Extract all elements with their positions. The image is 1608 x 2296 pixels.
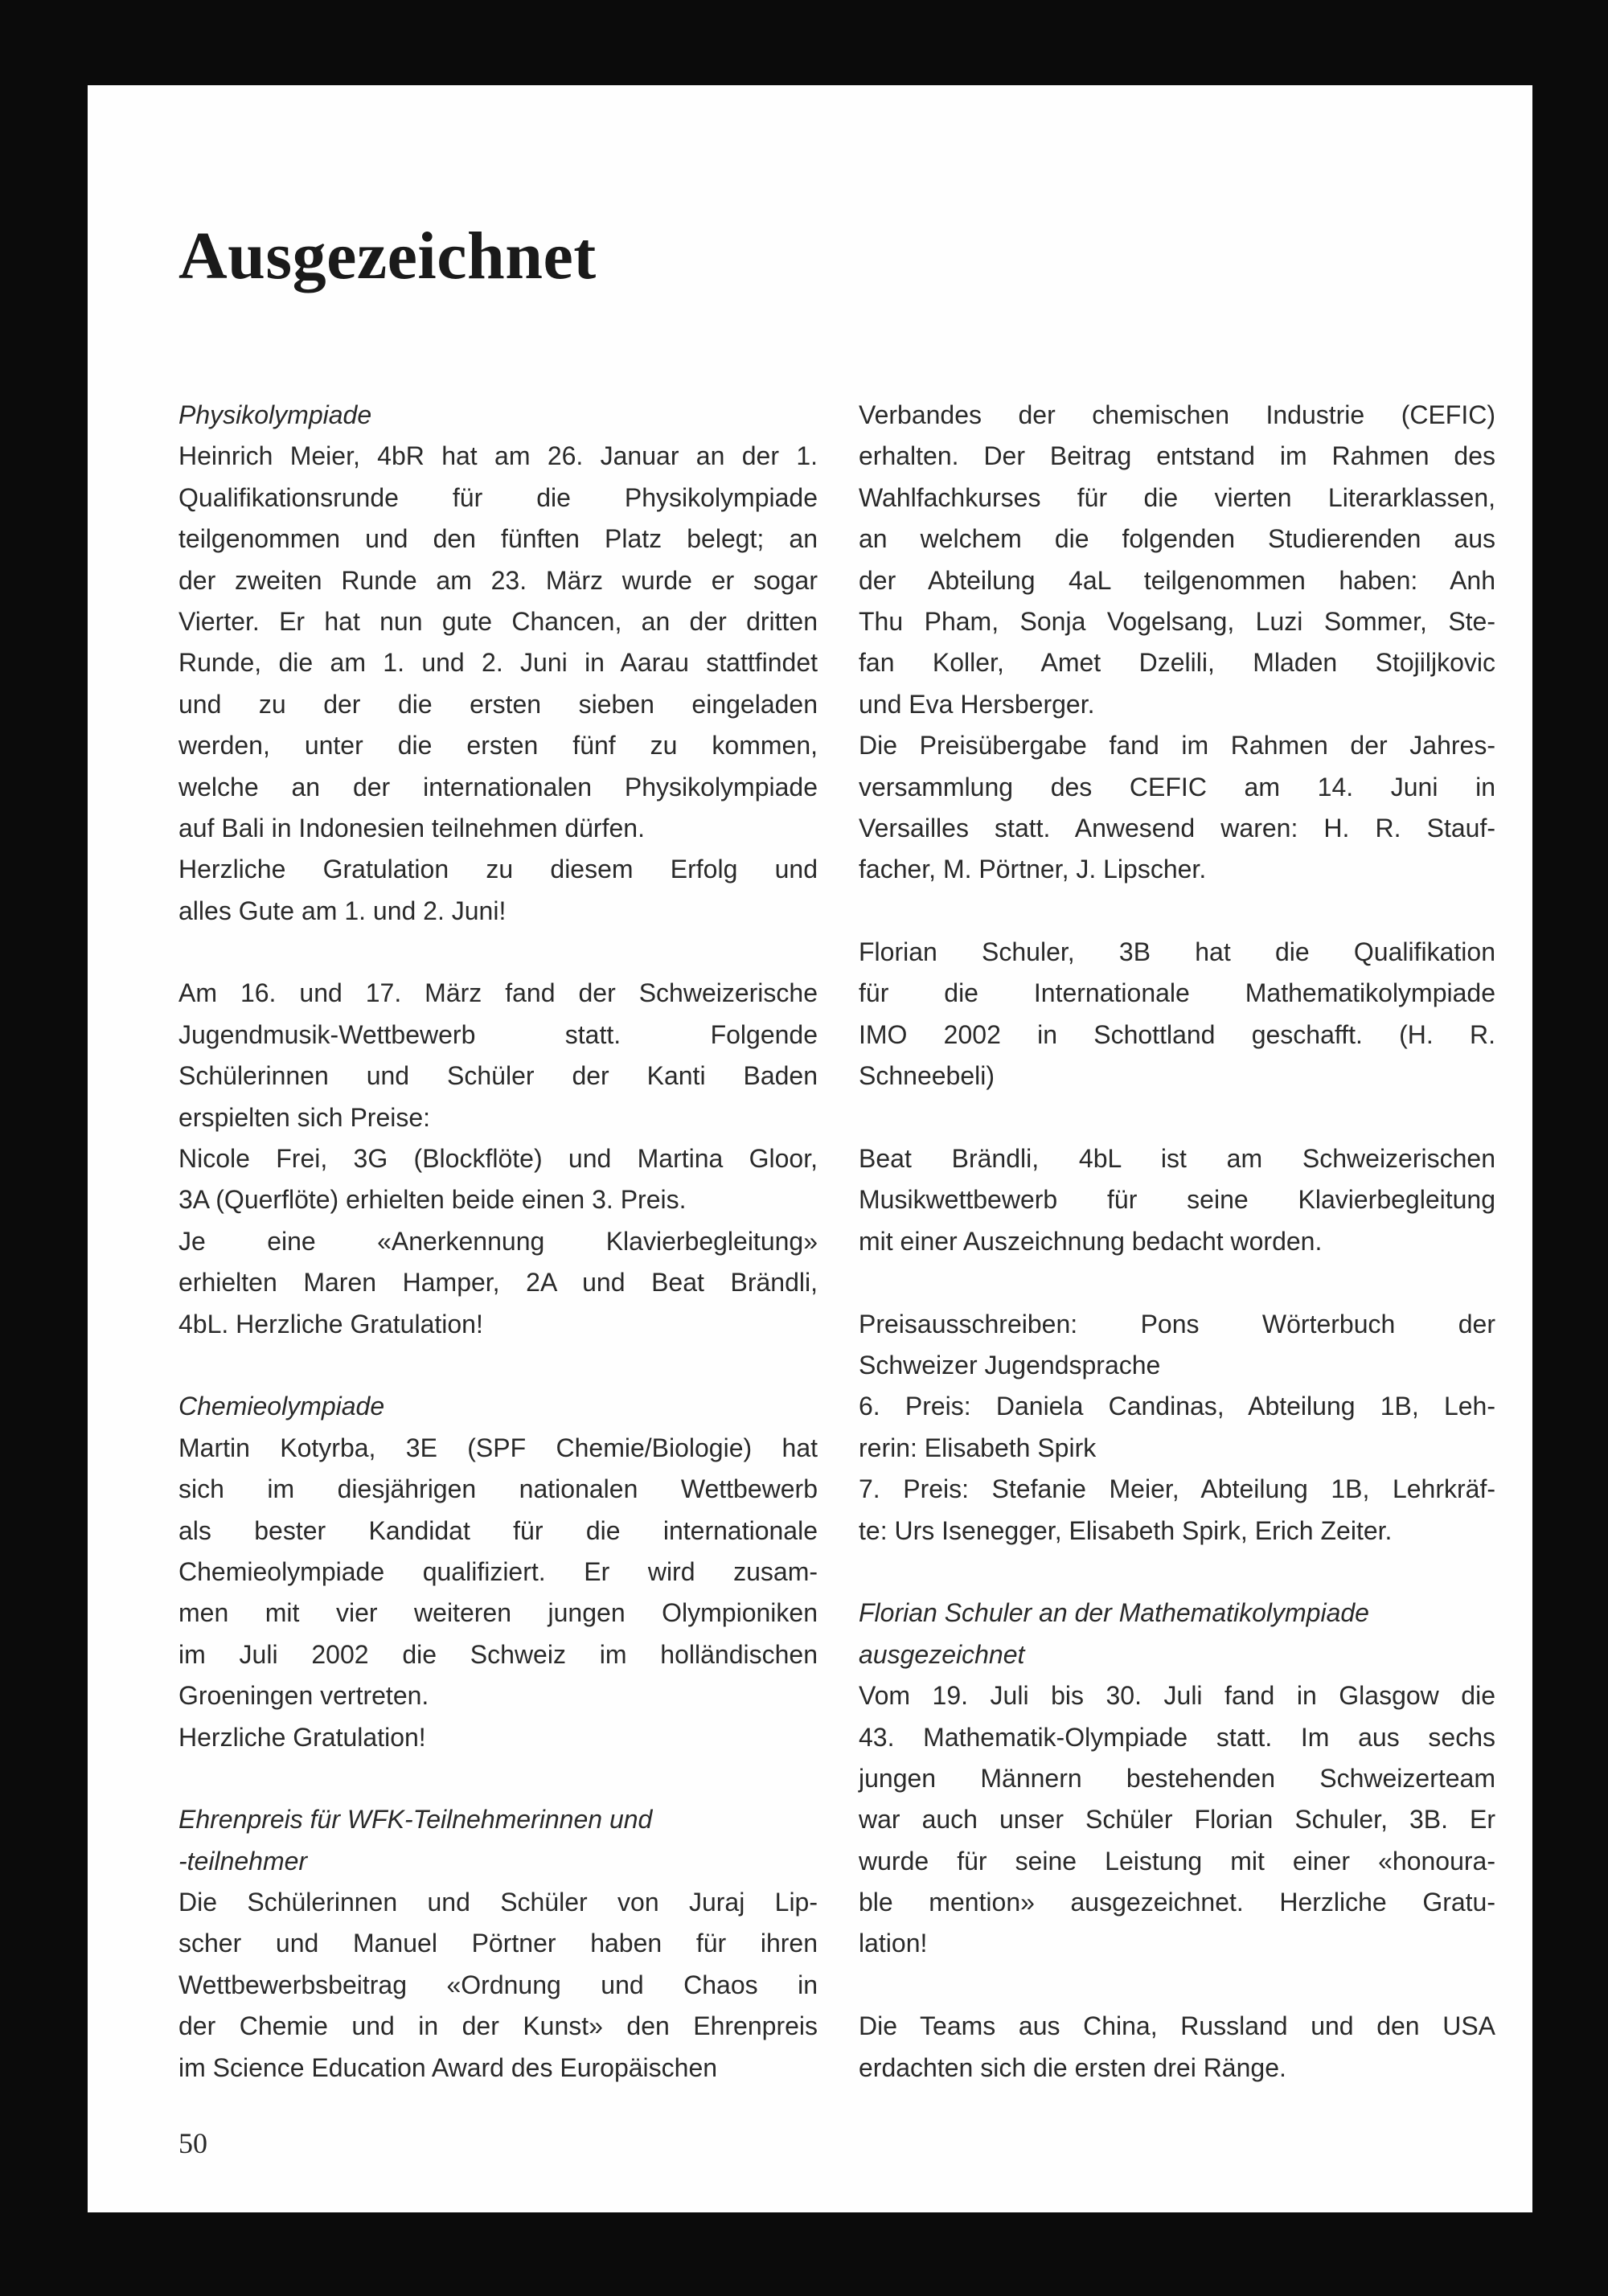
text-line: Qualifikationsrunde für die Physikolympiade: [178, 482, 818, 512]
section-heading: [178, 1386, 818, 1427]
heading-line: Florian Schuler an der Mathematikolympiade: [859, 1598, 1369, 1628]
text-line: Am 16. und 17. März fand der Schweizerische: [178, 978, 818, 1008]
text-line: Beat Brändli, 4bL ist am Schweizerischen: [859, 1144, 1495, 1174]
text-line: lation!: [859, 1929, 928, 1958]
paragraph: [859, 2006, 1495, 2089]
spacer: [178, 1758, 818, 1799]
paragraph: [859, 395, 1495, 725]
heading-line: ausgezeichnet: [859, 1639, 1025, 1669]
text-line: 43. Mathematik-Olympiade statt. Im aus sechs: [859, 1722, 1495, 1752]
text-line: der Abteilung 4aL teilgenommen haben: Anh: [859, 565, 1495, 595]
paragraph: [859, 1386, 1495, 1469]
text-line: Vierter. Er hat nun gute Chancen, an der dritten: [178, 606, 818, 636]
text-line: Schülerinnen und Schüler der Kanti Baden: [178, 1061, 818, 1091]
spacer: [178, 1345, 818, 1386]
paragraph: [859, 1304, 1495, 1387]
text-line: facher, M. Pörtner, J. Lipscher.: [859, 855, 1207, 884]
text-line: mit einer Auszeichnung bedacht worden.: [859, 1226, 1323, 1256]
spacer: [859, 1965, 1495, 2006]
paragraph: [178, 436, 818, 849]
section-heading: [178, 395, 818, 436]
heading-line: Ehrenpreis für WFK-Teilnehmerinnen und: [178, 1805, 653, 1835]
text-line: [859, 891, 1495, 932]
paragraph: [178, 1428, 818, 1717]
text-line: Vom 19. Juli bis 30. Juli fand in Glasgow die: [859, 1681, 1495, 1711]
text-line: Jugendmusik-Wettbewerb statt. Folgende: [178, 1019, 818, 1049]
text-line: [859, 1965, 1495, 2006]
text-line: sich im diesjährigen nationalen Wettbewerb: [178, 1474, 818, 1504]
text-line: Herzliche Gratulation!: [178, 1722, 426, 1752]
text-line: IMO 2002 in Schottland geschafft. (H. R.: [859, 1019, 1495, 1049]
text-line: Nicole Frei, 3G (Blockflöte) und Martina Gloor,: [178, 1144, 818, 1174]
text-line: werden, unter die ersten fünf zu kommen,: [178, 731, 818, 761]
page-title: Ausgezeichnet: [178, 219, 597, 293]
text-line: Preisausschreiben: Pons Wörterbuch der: [859, 1309, 1495, 1339]
text-line: Heinrich Meier, 4bR hat am 26. Januar an der 1.: [178, 441, 818, 471]
heading-line: Physikolympiade: [178, 400, 372, 429]
text-line: te: Urs Isenegger, Elisabeth Spirk, Erich Zeiter.: [859, 1515, 1393, 1545]
text-line: [178, 1345, 818, 1386]
text-line: an welchem die folgenden Studierenden aus: [859, 524, 1495, 554]
text-line: alles Gute am 1. und 2. Juni!: [178, 896, 507, 925]
text-line: 7. Preis: Stefanie Meier, Abteilung 1B, Lehrkräf-: [859, 1474, 1495, 1504]
paragraph: [178, 849, 818, 932]
text-line: erhalten. Der Beitrag entstand im Rahmen des: [859, 441, 1495, 471]
text-line: Chemieolympiade qualifiziert. Er wird zusam-: [178, 1556, 818, 1586]
text-line: welche an der internationalen Physikolympiade: [178, 772, 818, 802]
text-line: der Chemie und in der Kunst» den Ehrenpreis: [178, 2011, 818, 2041]
text-line: 6. Preis: Daniela Candinas, Abteilung 1B, Leh-: [859, 1392, 1495, 1421]
paragraph: [859, 1675, 1495, 1965]
text-line: der zweiten Runde am 23. März wurde er sogar: [178, 565, 818, 595]
text-line: [178, 1758, 818, 1799]
text-line: Schneebeli): [859, 1061, 995, 1091]
text-line: für die Internationale Mathematikolympiade: [859, 978, 1495, 1008]
section-heading: [859, 1593, 1495, 1675]
text-line: war auch unser Schüler Florian Schuler, 3B. Er: [859, 1805, 1495, 1835]
paragraph: [178, 1138, 818, 1221]
text-line: Groeningen vertreten.: [178, 1681, 429, 1711]
section-heading: [178, 1799, 818, 1882]
page-number: 50: [178, 2127, 207, 2159]
spacer: [859, 1552, 1495, 1593]
text-line: men mit vier weiteren jungen Olympioniken: [178, 1598, 818, 1628]
text-line: erspielten sich Preise:: [178, 1102, 431, 1132]
text-line: und Eva Hersberger.: [859, 689, 1095, 719]
text-line: erhielten Maren Hamper, 2A und Beat Brändli,: [178, 1268, 818, 1298]
text-line: versammlung des CEFIC am 14. Juni in: [859, 772, 1495, 802]
text-line: wurde für seine Leistung mit einer «honoura-: [859, 1846, 1495, 1876]
text-line: erdachten sich die ersten drei Ränge.: [859, 2052, 1286, 2082]
text-line: 4bL. Herzliche Gratulation!: [178, 1309, 483, 1339]
text-line: Florian Schuler, 3B hat die Qualifikation: [859, 937, 1495, 967]
text-line: scher und Manuel Pörtner haben für ihren: [178, 1929, 818, 1958]
spacer: [859, 891, 1495, 932]
spacer: [859, 1262, 1495, 1303]
right-column: [859, 395, 1495, 2089]
text-line: [178, 932, 818, 973]
text-line: Die Teams aus China, Russland und den USA: [859, 2011, 1495, 2041]
text-line: jungen Männern bestehenden Schweizerteam: [859, 1763, 1495, 1793]
text-line: [859, 1097, 1495, 1138]
text-line: im Juli 2002 die Schweiz im holländischen: [178, 1639, 818, 1669]
text-line: [859, 1552, 1495, 1593]
text-line: Runde, die am 1. und 2. Juni in Aarau stattfindet: [178, 648, 818, 678]
text-line: 3A (Querflöte) erhielten beide einen 3. Preis.: [178, 1185, 687, 1215]
paragraph: [859, 1138, 1495, 1262]
paragraph: [178, 1717, 818, 1758]
paragraph: [859, 1469, 1495, 1552]
heading-line: -teilnehmer: [178, 1846, 308, 1876]
text-line: Die Schülerinnen und Schüler von Juraj Lip-: [178, 1888, 818, 1917]
text-line: fan Koller, Amet Dzelili, Mladen Stojiljkovic: [859, 648, 1495, 678]
heading-line: Chemieolympiade: [178, 1392, 385, 1421]
paragraph: [178, 1882, 818, 2089]
text-line: Die Preisübergabe fand im Rahmen der Jahres-: [859, 731, 1495, 761]
text-line: auf Bali in Indonesien teilnehmen dürfen.: [178, 813, 645, 843]
spacer: [859, 1097, 1495, 1138]
text-line: Wahlfachkurses für die vierten Literarklassen,: [859, 482, 1495, 512]
left-column: [178, 395, 818, 2089]
text-line: Verbandes der chemischen Industrie (CEFIC): [859, 400, 1495, 429]
text-line: Musikwettbewerb für seine Klavierbegleitung: [859, 1185, 1495, 1215]
text-line: Herzliche Gratulation zu diesem Erfolg und: [178, 855, 818, 884]
spacer: [178, 932, 818, 973]
text-line: ble mention» ausgezeichnet. Herzliche Gratu-: [859, 1888, 1495, 1917]
text-line: teilgenommen und den fünften Platz belegt; an: [178, 524, 818, 554]
text-line: [859, 1262, 1495, 1303]
text-line: und zu der die ersten sieben eingeladen: [178, 689, 818, 719]
text-line: Schweizer Jugendsprache: [859, 1350, 1161, 1380]
text-line: Je eine «Anerkennung Klavierbegleitung»: [178, 1226, 818, 1256]
text-line: als bester Kandidat für die internationale: [178, 1515, 818, 1545]
paragraph: [178, 1221, 818, 1345]
text-line: Martin Kotyrba, 3E (SPF Chemie/Biologie) hat: [178, 1433, 818, 1462]
paragraph: [859, 932, 1495, 1097]
text-line: Wettbewerbsbeitrag «Ordnung und Chaos in: [178, 1970, 818, 1999]
paragraph: [178, 973, 818, 1138]
text-line: im Science Education Award des Europäischen: [178, 2052, 718, 2082]
paragraph: [859, 725, 1495, 891]
text-line: Versailles statt. Anwesend waren: H. R. Stauf-: [859, 813, 1495, 843]
text-line: Thu Pham, Sonja Vogelsang, Luzi Sommer, Ste-: [859, 606, 1495, 636]
text-line: rerin: Elisabeth Spirk: [859, 1433, 1097, 1462]
